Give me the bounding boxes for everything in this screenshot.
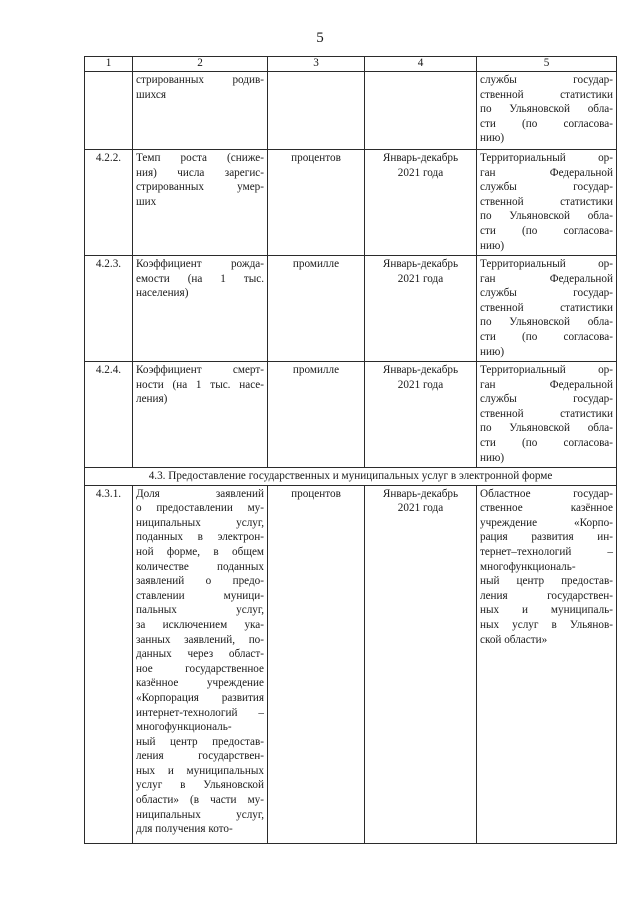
section-title: 4.3. Предоставление государственных и муниципальных услуг в электронной форме — [85, 468, 617, 486]
responsible-body — [477, 485, 617, 843]
reporting-period-line: Январь-декабрь — [382, 152, 459, 164]
responsible-body-line: ных и муниципаль- — [480, 604, 613, 617]
responsible-body-line: ственной статистики — [480, 301, 613, 314]
reporting-period — [365, 485, 477, 843]
responsible-body-line: по Ульяновской обла- — [480, 422, 613, 435]
responsible-body — [477, 150, 617, 256]
table-row — [85, 150, 617, 256]
column-number: 3 — [268, 57, 365, 72]
responsible-body-line: нию) — [480, 451, 505, 464]
responsible-body-line: службы государ- — [480, 181, 613, 194]
indicator-name-line: стрированных родив- — [136, 74, 264, 86]
unit-of-measure: процентов — [268, 150, 365, 256]
responsible-body-line: нию) — [480, 132, 505, 145]
indicator-name-line: ниципальных услуг, — [136, 808, 264, 821]
page-number: 5 — [316, 30, 324, 46]
indicator-name-line: поданных в электрон- — [136, 531, 264, 544]
indicator-name-line: ный центр предостав- — [136, 735, 264, 748]
indicator-number: 4.3.1. — [85, 485, 133, 843]
responsible-body-line: ской области» — [480, 633, 548, 646]
unit-of-measure — [268, 72, 365, 150]
indicator-name-line: о предоставлении му- — [136, 502, 264, 515]
column-number: 1 — [85, 57, 133, 72]
responsible-body-line: рация развития ин- — [480, 531, 613, 544]
indicator-name-line: количестве поданных — [136, 560, 264, 573]
responsible-body-line: учреждение «Корпо- — [480, 516, 613, 529]
indicator-name-line: Коэффициент смерт- — [136, 364, 264, 376]
responsible-body-line: Территориальный ор- — [480, 364, 613, 376]
indicator-name-line: ных и муниципальных — [136, 764, 264, 777]
unit-of-measure: процентов — [268, 485, 365, 843]
indicator-name-line: за исключением ука- — [136, 618, 264, 631]
indicator-name-line: ставлении муници- — [136, 589, 264, 602]
indicator-name — [133, 256, 268, 362]
responsible-body-line: ган Федеральной — [480, 378, 613, 391]
indicators-table — [84, 56, 617, 844]
responsible-body-line: Территориальный ор- — [480, 152, 613, 164]
indicator-name-line: ния) числа зарегис- — [136, 166, 264, 179]
responsible-body-line: ственной статистики — [480, 195, 613, 208]
indicator-name-line: ной форме, в общем — [136, 545, 264, 558]
indicator-name-line: интернет-технологий – — [136, 706, 264, 719]
table-row — [85, 485, 617, 843]
responsible-body-line: по Ульяновской обла- — [480, 210, 613, 223]
indicator-name-line: для получения кото- — [136, 823, 233, 836]
reporting-period — [365, 150, 477, 256]
responsible-body-line: ный центр предостав- — [480, 575, 613, 588]
indicator-name-line: ное государственное — [136, 662, 264, 675]
responsible-body-line: сти (по согласова- — [480, 224, 613, 237]
column-number: 4 — [365, 57, 477, 72]
indicator-name — [133, 485, 268, 843]
reporting-period-line: Январь-декабрь — [382, 364, 459, 376]
section-header-row — [85, 468, 617, 486]
responsible-body-line: нию) — [480, 345, 505, 358]
indicator-name-line: ления государствен- — [136, 750, 264, 763]
reporting-period-line: Январь-декабрь — [382, 487, 459, 500]
indicator-name — [133, 72, 268, 150]
reporting-period — [365, 72, 477, 150]
responsible-body-line: сти (по согласова- — [480, 330, 613, 343]
indicator-name-line: услуг в Ульяновской — [136, 779, 264, 792]
reporting-period-line: 2021 года — [397, 166, 444, 179]
responsible-body-line: службы государ- — [480, 287, 613, 300]
responsible-body-line: службы государ- — [480, 74, 613, 86]
indicator-name-line: Доля заявлений — [136, 487, 264, 500]
responsible-body-line: по Ульяновской обла- — [480, 316, 613, 329]
indicator-name-line: ления) — [136, 393, 168, 406]
indicator-number: 4.2.3. — [85, 256, 133, 362]
responsible-body-line: Территориальный ор- — [480, 258, 613, 270]
responsible-body-line: ления государствен- — [480, 589, 613, 602]
table-row — [85, 72, 617, 150]
responsible-body-line: Областное государ- — [480, 487, 613, 500]
indicator-name-line: области» (в части му- — [136, 794, 264, 807]
responsible-body-line: ган Федеральной — [480, 166, 613, 179]
responsible-body — [477, 256, 617, 362]
indicator-name-line: населения) — [136, 287, 189, 300]
reporting-period-line: 2021 года — [397, 272, 444, 285]
indicator-name-line: пальных услуг, — [136, 604, 264, 617]
table-row — [85, 362, 617, 468]
indicator-name-line: казённое учреждение — [136, 677, 264, 690]
responsible-body-line: ственной статистики — [480, 407, 613, 420]
indicator-name-line: многофункциональ- — [136, 721, 232, 734]
reporting-period — [365, 362, 477, 468]
indicator-name-line: «Корпорация развития — [136, 691, 264, 704]
indicator-name-line: ших — [136, 195, 157, 208]
unit-of-measure: промилле — [268, 256, 365, 362]
indicator-name-line: ниципальных услуг, — [136, 516, 264, 529]
reporting-period-line: Январь-декабрь — [382, 258, 459, 270]
indicator-name — [133, 150, 268, 256]
indicator-name-line: занных заявлений, по- — [136, 633, 264, 646]
responsible-body-line: ственной статистики — [480, 88, 613, 101]
reporting-period — [365, 256, 477, 362]
responsible-body-line: многофункциональ- — [480, 560, 576, 573]
responsible-body-line: сти (по согласова- — [480, 436, 613, 449]
indicator-name — [133, 362, 268, 468]
indicator-name-line: ности (на 1 тыс. насе- — [136, 378, 264, 391]
column-number: 5 — [477, 57, 617, 72]
responsible-body-line: тернет–технологий – — [480, 545, 613, 558]
indicator-name-line: Темп роста (сниже- — [136, 152, 264, 164]
responsible-body-line: по Ульяновской обла- — [480, 103, 613, 116]
indicator-number — [85, 72, 133, 150]
indicator-name-line: стрированных умер- — [136, 181, 264, 194]
responsible-body-line: ган Федеральной — [480, 272, 613, 285]
indicator-name-line: заявлений о предо- — [136, 575, 264, 588]
reporting-period-line: 2021 года — [397, 502, 444, 515]
responsible-body-line: ственное казённое — [480, 502, 613, 515]
responsible-body — [477, 72, 617, 150]
reporting-period-line: 2021 года — [397, 378, 444, 391]
column-number-row — [85, 57, 617, 72]
indicator-number: 4.2.4. — [85, 362, 133, 468]
indicator-name-line: Коэффициент рожда- — [136, 258, 264, 270]
responsible-body — [477, 362, 617, 468]
table-row — [85, 256, 617, 362]
responsible-body-line: сти (по согласова- — [480, 117, 613, 130]
column-number: 2 — [133, 57, 268, 72]
unit-of-measure: промилле — [268, 362, 365, 468]
indicator-name-line: емости (на 1 тыс. — [136, 272, 264, 285]
indicator-name-line: шихся — [136, 88, 166, 101]
responsible-body-line: службы государ- — [480, 393, 613, 406]
responsible-body-line: ных услуг в Ульянов- — [480, 618, 613, 631]
indicator-number: 4.2.2. — [85, 150, 133, 256]
indicator-name-line: данных через област- — [136, 648, 264, 661]
responsible-body-line: нию) — [480, 239, 505, 252]
